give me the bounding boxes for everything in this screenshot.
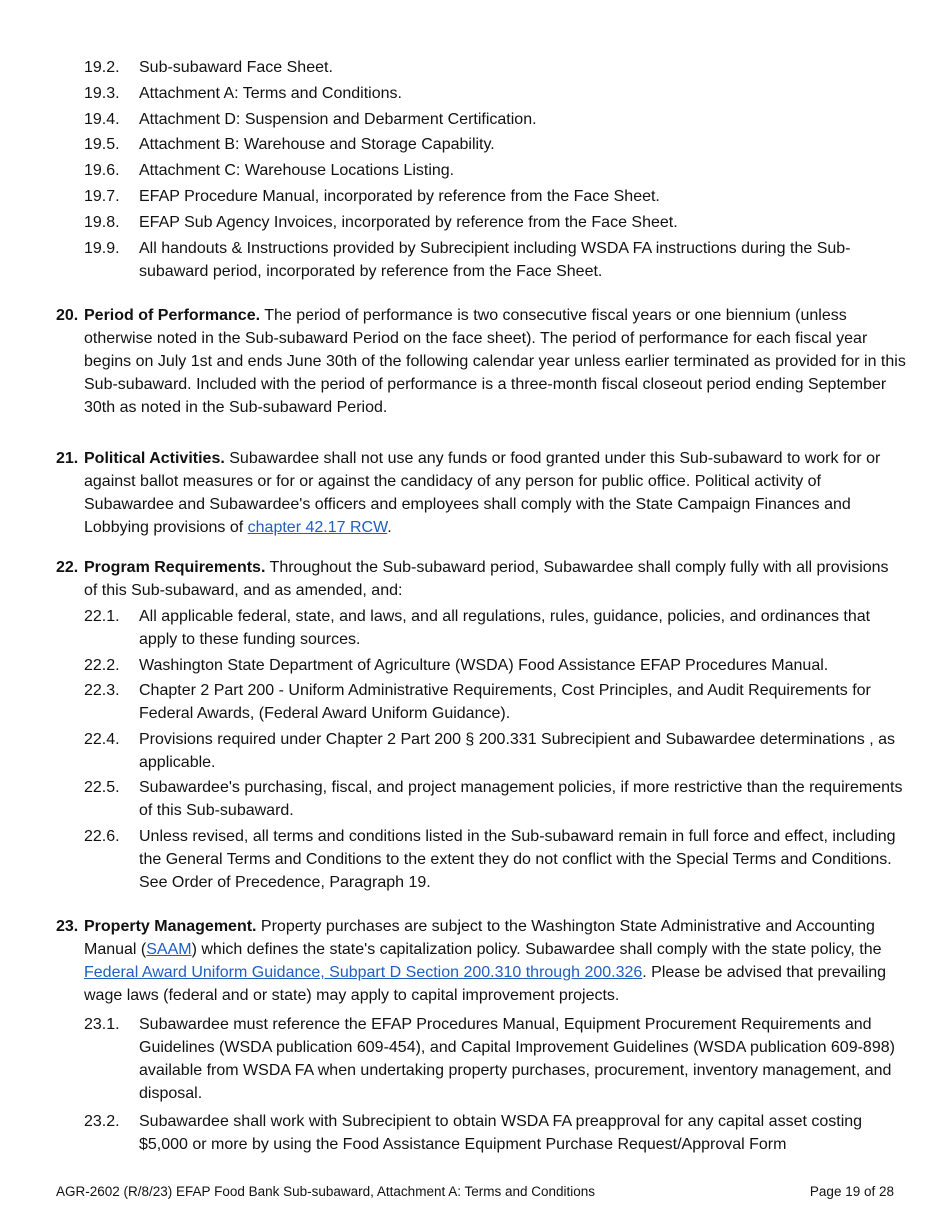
item-text: Attachment B: Warehouse and Storage Capability. bbox=[139, 136, 495, 153]
item-text: Provisions required under Chapter 2 Part 200 § 200.331 Subrecipient and Subawardee determinations , as applicable. bbox=[139, 731, 896, 771]
section-body bbox=[84, 915, 906, 1007]
saam-link[interactable]: SAAM bbox=[146, 941, 192, 958]
list-item-23-1 bbox=[84, 1013, 904, 1105]
section-number: 20. bbox=[56, 307, 79, 324]
item-text: EFAP Procedure Manual, incorporated by reference from the Face Sheet. bbox=[139, 188, 660, 205]
section-heading: Property Management. bbox=[84, 918, 257, 935]
item-text: Sub-subaward Face Sheet. bbox=[139, 59, 333, 76]
section-heading: Political Activities. bbox=[84, 450, 225, 467]
section-body bbox=[84, 447, 906, 539]
footer-document-id: AGR-2602 (R/8/23) EFAP Food Bank Sub-subaward, Attachment A: Terms and Conditions bbox=[56, 1184, 596, 1199]
list-item-19-7 bbox=[84, 185, 904, 208]
item-text: Unless revised, all terms and conditions listed in the Sub-subaward remain in full force and effect, including the General Terms and Conditions to the extent they do not conflict with the Special Terms and Conditions. See Order of Precedence, Paragraph 19. bbox=[139, 828, 896, 891]
section-text: . Please be advised that prevailing wage laws (federal and or state) may apply to capital improvement projects. bbox=[84, 964, 886, 1004]
item-number: 22.5. bbox=[84, 779, 120, 796]
item-number: 19.6. bbox=[84, 162, 120, 179]
item-text: Attachment A: Terms and Conditions. bbox=[139, 85, 402, 102]
item-text: Chapter 2 Part 200 - Uniform Administrative Requirements, Cost Principles, and Audit Requirements for Federal Awards, (Federal Award Uniform Guidance). bbox=[139, 682, 871, 722]
item-number: 19.9. bbox=[84, 240, 120, 257]
list-item-22-6 bbox=[84, 825, 904, 894]
item-number: 22.3. bbox=[84, 682, 120, 699]
section-text: Property purchases are subject to the Washington State Administrative and Accounting Manual ( bbox=[84, 918, 875, 958]
item-text: Subawardee shall work with Subrecipient to obtain WSDA FA preapproval for any capital asset costing $5,000 or more by using the Food Assistance Equipment Purchase Request/Approval Form bbox=[139, 1113, 863, 1153]
section-heading: Period of Performance. bbox=[84, 307, 261, 324]
list-item-19-3 bbox=[84, 82, 904, 105]
item-number: 23.1. bbox=[84, 1016, 120, 1033]
section-22-program-requirements bbox=[56, 556, 906, 602]
section-body bbox=[84, 304, 906, 419]
section-number: 22. bbox=[56, 559, 79, 576]
rcw-chapter-link[interactable]: chapter 42.17 RCW bbox=[247, 519, 388, 536]
list-item-22-4 bbox=[84, 728, 904, 774]
list-item-22-3 bbox=[84, 679, 904, 725]
list-item-19-9 bbox=[84, 237, 904, 283]
item-text: EFAP Sub Agency Invoices, incorporated by reference from the Face Sheet. bbox=[139, 214, 678, 231]
item-text: Subawardee must reference the EFAP Procedures Manual, Equipment Procurement Requirements and Guidelines (WSDA publication 609-454), and Capital Improvement Guidelines (WSDA publication 609-898) available from WSDA FA when undertaking property purchases, procurement, inventory management, and disposal. bbox=[139, 1016, 895, 1102]
section-text: Subawardee shall not use any funds or food granted under this Sub-subaward to work for or against ballot measures or for or against the candidacy of any person for public office. Political activity of Subawardee and Subawardee's officers and employees shall comply with the State Campaign Finances and Lobbying provisions of bbox=[84, 450, 881, 536]
item-text: Attachment C: Warehouse Locations Listing. bbox=[139, 162, 455, 179]
item-number: 19.5. bbox=[84, 136, 120, 153]
section-20-period-of-performance bbox=[56, 304, 906, 419]
item-number: 19.4. bbox=[84, 111, 120, 128]
section-text: Throughout the Sub-subaward period, Subawardee shall comply fully with all provisions of this Sub-subaward, and as amended, and: bbox=[84, 559, 889, 599]
item-number: 22.4. bbox=[84, 731, 120, 748]
section-number: 23. bbox=[56, 918, 79, 935]
section-heading: Program Requirements. bbox=[84, 559, 266, 576]
section-text: The period of performance is two consecutive fiscal years or one biennium (unless otherwise noted in the Sub-subaward Period on the face sheet). The period of performance for each fiscal year begins on July 1st and ends June 30th of the following calendar year unless earlier terminated as provided for in this Sub-subaward. Included with the period of performance is a three-month fiscal closeout period ending September 30th as noted in the Sub-subaward Period. bbox=[84, 307, 906, 416]
list-item-19-8 bbox=[84, 211, 904, 234]
list-item-19-2 bbox=[84, 56, 904, 79]
section-number: 21. bbox=[56, 450, 79, 467]
section-23-property-management bbox=[56, 915, 906, 1007]
section-text: ) which defines the state's capitalization policy. Subawardee shall comply with the state policy, the bbox=[191, 941, 882, 958]
list-item-22-5 bbox=[84, 776, 904, 822]
list-item-19-4 bbox=[84, 108, 904, 131]
section-21-political-activities bbox=[56, 447, 906, 539]
item-text: All handouts & Instructions provided by Subrecipient including WSDA FA instructions during the Sub-subaward period, incorporated by reference from the Face Sheet. bbox=[139, 240, 851, 280]
list-item-23-2 bbox=[84, 1110, 904, 1156]
list-item-22-2 bbox=[84, 654, 904, 677]
section-body bbox=[84, 556, 906, 602]
federal-guidance-link[interactable]: Federal Award Uniform Guidance, Subpart D Section 200.310 through 200.326 bbox=[84, 964, 643, 981]
item-number: 22.2. bbox=[84, 657, 120, 674]
item-number: 22.6. bbox=[84, 828, 120, 845]
item-number: 19.7. bbox=[84, 188, 120, 205]
item-text: Subawardee's purchasing, fiscal, and project management policies, if more restrictive than the requirements of this Sub-subaward. bbox=[139, 779, 903, 819]
item-text: Washington State Department of Agriculture (WSDA) Food Assistance EFAP Procedures Manual. bbox=[139, 657, 829, 674]
item-number: 22.1. bbox=[84, 608, 120, 625]
item-text: All applicable federal, state, and laws, and all regulations, rules, guidance, policies, and ordinances that apply to these funding sources. bbox=[139, 608, 871, 648]
footer-page-number: Page 19 of 28 bbox=[809, 1184, 894, 1199]
section-text-end: . bbox=[387, 519, 392, 536]
list-item-19-6 bbox=[84, 159, 904, 182]
item-number: 23.2. bbox=[84, 1113, 120, 1130]
list-item-19-5 bbox=[84, 133, 904, 156]
item-number: 19.8. bbox=[84, 214, 120, 231]
item-number: 19.2. bbox=[84, 59, 120, 76]
list-item-22-1 bbox=[84, 605, 904, 651]
item-text: Attachment D: Suspension and Debarment Certification. bbox=[139, 111, 537, 128]
item-number: 19.3. bbox=[84, 85, 120, 102]
